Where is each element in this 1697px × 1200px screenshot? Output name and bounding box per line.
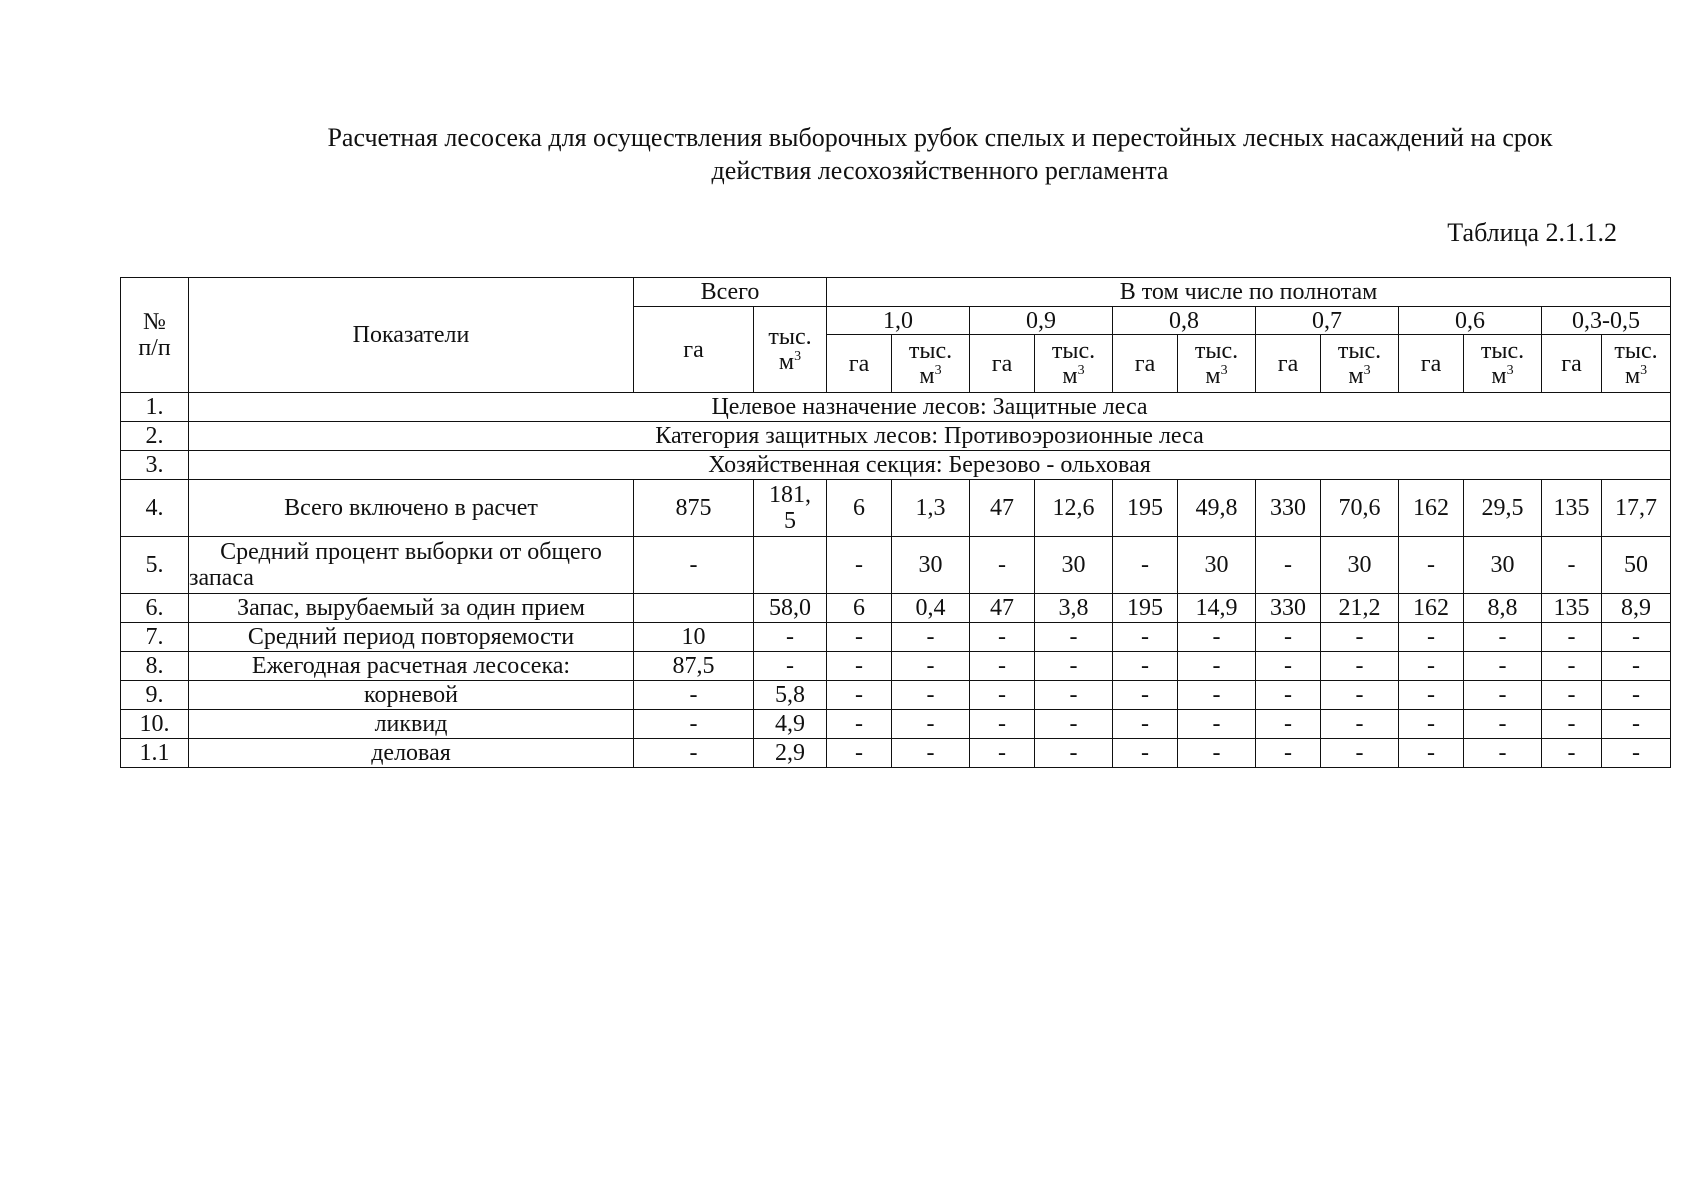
indicator-label: Запас, вырубаемый за один прием xyxy=(189,594,634,623)
header-unit-ha: га xyxy=(970,335,1035,393)
table-cell: - xyxy=(1464,652,1542,681)
section-row xyxy=(121,451,1671,480)
table-cell: - xyxy=(1602,681,1671,710)
table-cell: - xyxy=(754,623,827,652)
unit-volume xyxy=(1195,339,1238,389)
table-cell: - xyxy=(1542,681,1602,710)
table-cell: 30 xyxy=(1464,537,1542,594)
table-cell: - xyxy=(1035,681,1113,710)
table-cell: - xyxy=(634,537,754,594)
indicator-label: корневой xyxy=(189,681,634,710)
table-cell: 1,3 xyxy=(892,480,970,537)
unit-vol-text: тыс. xyxy=(1480,337,1525,364)
table-cell: 14,9 xyxy=(1178,594,1256,623)
table-row xyxy=(121,594,1671,623)
unit-vol-sup: 3 xyxy=(1506,362,1514,378)
unit-vol-text: тыс. xyxy=(768,323,812,350)
header-density-2: 0,8 xyxy=(1113,307,1256,335)
table-cell: 30 xyxy=(1035,537,1113,594)
table-cell: - xyxy=(1256,652,1321,681)
unit-vol-text: тыс. xyxy=(908,337,953,364)
table-body xyxy=(121,393,1671,768)
table-cell: - xyxy=(1113,710,1178,739)
table-cell: - xyxy=(970,681,1035,710)
table-cell: - xyxy=(1256,537,1321,594)
indicator-label: деловая xyxy=(189,739,634,768)
table-row xyxy=(121,537,1671,594)
header-unit-ha: га xyxy=(1256,335,1321,393)
unit-vol-sup: 3 xyxy=(1363,362,1371,378)
table-cell: 87,5 xyxy=(634,652,754,681)
table-cell: 29,5 xyxy=(1464,480,1542,537)
table-cell: - xyxy=(827,652,892,681)
table-cell: - xyxy=(892,739,970,768)
table-cell: - xyxy=(1542,739,1602,768)
section-title: Категория защитных лесов: Противоэрозионные леса xyxy=(189,422,1671,451)
table-cell: 6 xyxy=(827,594,892,623)
table-cell: 8,8 xyxy=(1464,594,1542,623)
table-cell: - xyxy=(1399,710,1464,739)
unit-vol-m: м xyxy=(1348,362,1364,389)
table-cell: - xyxy=(634,710,754,739)
table-cell: - xyxy=(1035,652,1113,681)
table-cell: 6 xyxy=(827,480,892,537)
table-cell: - xyxy=(1464,623,1542,652)
unit-vol-sup: 3 xyxy=(794,348,802,364)
unit-vol-sup: 3 xyxy=(1640,362,1648,378)
table-cell: - xyxy=(1321,652,1399,681)
table-row xyxy=(121,681,1671,710)
unit-volume xyxy=(1338,339,1381,389)
table-cell: 10 xyxy=(634,623,754,652)
table-cell: - xyxy=(827,681,892,710)
table-cell: 2,9 xyxy=(754,739,827,768)
table-cell: - xyxy=(1256,710,1321,739)
unit-vol-text: тыс. xyxy=(1614,337,1658,364)
table-cell: - xyxy=(1602,652,1671,681)
header-num-symbol: № xyxy=(143,309,166,335)
header-num xyxy=(121,278,189,393)
table-cell: - xyxy=(1113,739,1178,768)
unit-volume xyxy=(1052,339,1095,389)
table-cell: - xyxy=(1399,623,1464,652)
table-cell: - xyxy=(1113,623,1178,652)
table-cell: - xyxy=(1178,739,1256,768)
table-cell: 70,6 xyxy=(1321,480,1399,537)
table-cell: - xyxy=(1113,681,1178,710)
table-cell: - xyxy=(1602,710,1671,739)
header-total-ha: га xyxy=(634,307,754,393)
header-unit-vol xyxy=(1178,335,1256,393)
table-cell: - xyxy=(892,652,970,681)
table-cell: - xyxy=(1113,537,1178,594)
table-cell: - xyxy=(970,710,1035,739)
section-title: Целевое назначение лесов: Защитные леса xyxy=(189,393,1671,422)
table-cell: - xyxy=(892,681,970,710)
header-unit-vol xyxy=(892,335,970,393)
table-cell: 47 xyxy=(970,594,1035,623)
table-cell: - xyxy=(970,739,1035,768)
table-cell: 181, 5 xyxy=(754,480,827,537)
table-cell: - xyxy=(827,623,892,652)
unit-vol-sup: 3 xyxy=(1077,362,1085,378)
table-cell: 875 xyxy=(634,480,754,537)
table-cell: - xyxy=(1542,623,1602,652)
table-cell: - xyxy=(1035,623,1113,652)
indicator-label: Средний процент выборки от общего запаса xyxy=(189,537,634,594)
title-line-2: действия лесохозяйственного регламента xyxy=(711,156,1169,185)
table-row xyxy=(121,710,1671,739)
unit-vol-sup: 3 xyxy=(934,362,942,378)
indicator-label: Всего включено в расчет xyxy=(189,480,634,537)
table-cell: 47 xyxy=(970,480,1035,537)
table-cell: - xyxy=(970,623,1035,652)
table-cell: - xyxy=(1256,681,1321,710)
indicator-label: Ежегодная расчетная лесосека: xyxy=(189,652,634,681)
table-number: Таблица 2.1.1.2 xyxy=(1447,218,1617,247)
table-cell: 195 xyxy=(1113,594,1178,623)
table-cell: - xyxy=(1321,710,1399,739)
table-cell: - xyxy=(1399,652,1464,681)
table-cell: - xyxy=(634,739,754,768)
row-number: 1. xyxy=(121,393,189,422)
table-cell: - xyxy=(1602,623,1671,652)
table-cell: 17,7 xyxy=(1602,480,1671,537)
table-cell: 135 xyxy=(1542,480,1602,537)
table-cell: - xyxy=(1178,623,1256,652)
table-cell: 30 xyxy=(1321,537,1399,594)
table-cell: - xyxy=(1464,739,1542,768)
table-cell: - xyxy=(1178,681,1256,710)
table-cell: - xyxy=(1464,681,1542,710)
table-cell: - xyxy=(1542,710,1602,739)
table-cell: 8,9 xyxy=(1602,594,1671,623)
table-row xyxy=(121,623,1671,652)
header-unit-vol xyxy=(1602,335,1671,393)
table-cell: - xyxy=(1542,537,1602,594)
header-total-vol xyxy=(754,307,827,393)
table-cell: - xyxy=(1178,652,1256,681)
unit-vol-m: м xyxy=(778,348,795,375)
row-number: 8. xyxy=(121,652,189,681)
table-cell: 135 xyxy=(1542,594,1602,623)
table-cell: 0,4 xyxy=(892,594,970,623)
row-number: 1.1 xyxy=(121,739,189,768)
table-cell: - xyxy=(1256,623,1321,652)
table-cell: 5,8 xyxy=(754,681,827,710)
table-cell: - xyxy=(754,652,827,681)
table-cell: - xyxy=(1399,537,1464,594)
table-cell: - xyxy=(634,681,754,710)
table-header xyxy=(121,278,1671,393)
table-cell: 50 xyxy=(1602,537,1671,594)
header-density-3: 0,7 xyxy=(1256,307,1399,335)
table-row xyxy=(121,739,1671,768)
row-number: 5. xyxy=(121,537,189,594)
table-cell: - xyxy=(1464,710,1542,739)
header-unit-ha: га xyxy=(1113,335,1178,393)
header-unit-vol xyxy=(1035,335,1113,393)
unit-vol-m: м xyxy=(1062,362,1078,389)
header-unit-ha: га xyxy=(1542,335,1602,393)
row-number: 6. xyxy=(121,594,189,623)
unit-volume xyxy=(1614,339,1657,389)
unit-vol-m: м xyxy=(1491,362,1507,389)
table-cell: - xyxy=(827,537,892,594)
indicator-label: Средний период повторяемости xyxy=(189,623,634,652)
header-density-1: 0,9 xyxy=(970,307,1113,335)
table-cell: 12,6 xyxy=(1035,480,1113,537)
header-density-0: 1,0 xyxy=(827,307,970,335)
table-cell: 58,0 xyxy=(754,594,827,623)
unit-vol-m: м xyxy=(1624,362,1641,389)
table-cell: - xyxy=(1321,623,1399,652)
table-cell: - xyxy=(1321,681,1399,710)
table-cell: - xyxy=(1035,739,1113,768)
unit-vol-text: тыс. xyxy=(1051,337,1096,364)
table-cell: - xyxy=(1256,739,1321,768)
table-cell: - xyxy=(1178,710,1256,739)
header-indicators: Показатели xyxy=(189,278,634,393)
header-unit-vol xyxy=(1464,335,1542,393)
page-title xyxy=(260,121,1620,187)
table-cell: 330 xyxy=(1256,480,1321,537)
section-title: Хозяйственная секция: Березово - ольховая xyxy=(189,451,1671,480)
table-cell xyxy=(634,594,754,623)
title-line-1: Расчетная лесосека для осуществления выборочных рубок спелых и перестойных лесных насаждений на срок xyxy=(327,123,1553,152)
unit-volume xyxy=(909,339,952,389)
table-cell: - xyxy=(892,623,970,652)
unit-vol-sup: 3 xyxy=(1220,362,1228,378)
table-cell: 30 xyxy=(1178,537,1256,594)
indicator-label: ликвид xyxy=(189,710,634,739)
table-cell: - xyxy=(1542,652,1602,681)
table-row xyxy=(121,480,1671,537)
header-unit-ha: га xyxy=(1399,335,1464,393)
row-number: 3. xyxy=(121,451,189,480)
row-number: 2. xyxy=(121,422,189,451)
table-cell: - xyxy=(1602,739,1671,768)
row-number: 4. xyxy=(121,480,189,537)
table-cell: 21,2 xyxy=(1321,594,1399,623)
table-row xyxy=(121,652,1671,681)
table-cell: 30 xyxy=(892,537,970,594)
table-cell: - xyxy=(1035,710,1113,739)
table-cell: - xyxy=(1399,681,1464,710)
table-cell: - xyxy=(1399,739,1464,768)
unit-vol-text: тыс. xyxy=(1337,337,1382,364)
row-number: 9. xyxy=(121,681,189,710)
table-cell: - xyxy=(827,710,892,739)
table-cell: 3,8 xyxy=(1035,594,1113,623)
table-cell: - xyxy=(827,739,892,768)
header-unit-vol xyxy=(1321,335,1399,393)
section-row xyxy=(121,422,1671,451)
table-cell xyxy=(754,537,827,594)
table-cell: 162 xyxy=(1399,480,1464,537)
table-cell: - xyxy=(970,652,1035,681)
header-num-abbr: п/п xyxy=(138,335,171,361)
row-number: 7. xyxy=(121,623,189,652)
table-cell: - xyxy=(1113,652,1178,681)
table-cell: 4,9 xyxy=(754,710,827,739)
header-unit-ha: га xyxy=(827,335,892,393)
unit-vol-text: тыс. xyxy=(1194,337,1239,364)
unit-volume xyxy=(1481,339,1524,389)
table-cell: 195 xyxy=(1113,480,1178,537)
unit-volume xyxy=(768,325,811,375)
table-cell: - xyxy=(1321,739,1399,768)
table-cell: 330 xyxy=(1256,594,1321,623)
header-total: Всего xyxy=(634,278,827,307)
row-number: 10. xyxy=(121,710,189,739)
table-cell: 162 xyxy=(1399,594,1464,623)
header-including: В том числе по полнотам xyxy=(827,278,1671,307)
table-cell: - xyxy=(892,710,970,739)
unit-vol-m: м xyxy=(1205,362,1221,389)
section-row xyxy=(121,393,1671,422)
cutting-area-table xyxy=(120,277,1671,768)
unit-vol-m: м xyxy=(919,362,935,389)
table-cell: 49,8 xyxy=(1178,480,1256,537)
header-density-4: 0,6 xyxy=(1399,307,1542,335)
table-cell: - xyxy=(970,537,1035,594)
header-density-5: 0,3-0,5 xyxy=(1542,307,1671,335)
